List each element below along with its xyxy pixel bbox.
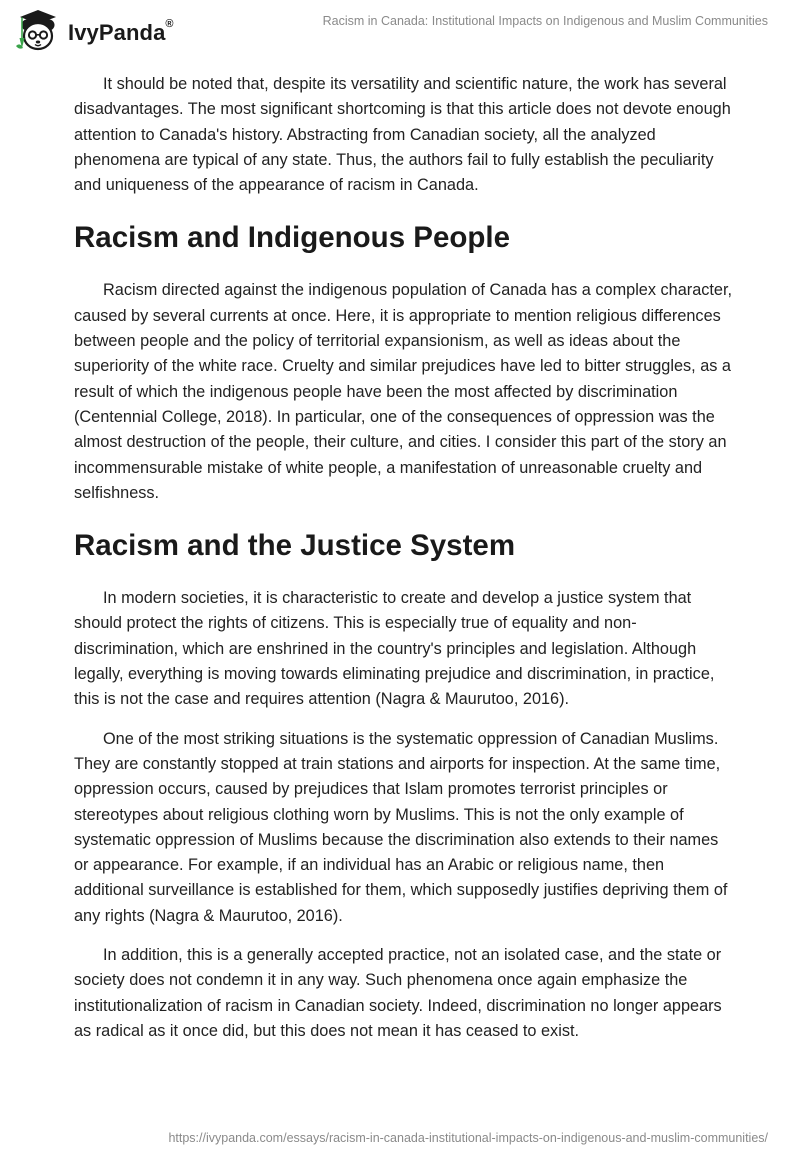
source-url[interactable]: https://ivypanda.com/essays/racism-in-canada-institutional-impacts-on-indigenous-and-muslim-communities/: [168, 1131, 768, 1145]
section-heading: Racism and Indigenous People: [74, 221, 511, 255]
ivypanda-logo[interactable]: [14, 8, 174, 54]
paragraph: Racism directed against the indigenous population of Canada has a complex character, caused by several currents at once. Here, it is appropriate to mention religious differences between people and the policy of territorial expansionism, as well as ideas about the superiority of the white race. Cruelty and similar prejudices have led to bitter struggles, as a result of which the indigenous people have been the most affected by discrimination (Centennial College, 2018). In particular, one of the consequences of oppression was the almost destruction of the people, their culture, and cities. I consider this part of the story an incommensurable mistake of white people, a manifestation of unreasonable cruelty and selfishness.: [74, 281, 733, 502]
registered-mark: ®: [165, 18, 174, 30]
paragraph: In addition, this is a generally accepted practice, not an isolated case, and the state or society does not condemn it in any way. Such phenomena once again emphasize the institutionalization of racism in Canadian society. Indeed, discrimination no longer appears as radical as it once did, but this does not mean it has ceased to exist.: [74, 946, 722, 1040]
paragraph: In modern societies, it is characteristic to create and develop a justice system that should protect the rights of citizens. This is especially true of equality and non-discrimination, which are enshrined in the country's principles and legislation. Although legally, everything is moving towards eliminating prejudice and discrimination, in practice, this is not the case and requires attention (Nagra & Maurutoo, 2016).: [74, 589, 715, 709]
panda-graduation-cap-icon: [14, 8, 62, 54]
page-header: [0, 0, 800, 60]
brand-text: IvyPanda: [68, 20, 166, 45]
essay-body: [74, 72, 734, 1058]
running-title: Racism in Canada: Institutional Impacts on Indigenous and Muslim Communities: [322, 14, 768, 28]
paragraph: One of the most striking situations is the systematic oppression of Canadian Muslims. They are constantly stopped at train stations and airports for inspection. At the same time, oppression occurs, caused by prejudices that Islam promotes terrorist principles or stereotypes about religious clothing worn by Muslims. This is not the only example of systematic oppression of Muslims because the discrimination also extends to their names or appearance. For example, if an individual has an Arabic or religious name, then additional surveillance is established for them, which supposedly justifies depriving them of any rights (Nagra & Maurutoo, 2016).: [74, 729, 728, 925]
brand-name: [68, 20, 174, 46]
section-heading: Racism and the Justice System: [74, 529, 516, 563]
paragraph: It should be noted that, despite its versatility and scientific nature, the work has several disadvantages. The most significant shortcoming is that this article does not devote enough attention to Canada's history. Abstracting from Canadian society, all the analyzed phenomena are typical of any state. Thus, the authors fail to fully establish the peculiarity and uniqueness of the appearance of racism in Canada.: [74, 75, 731, 195]
